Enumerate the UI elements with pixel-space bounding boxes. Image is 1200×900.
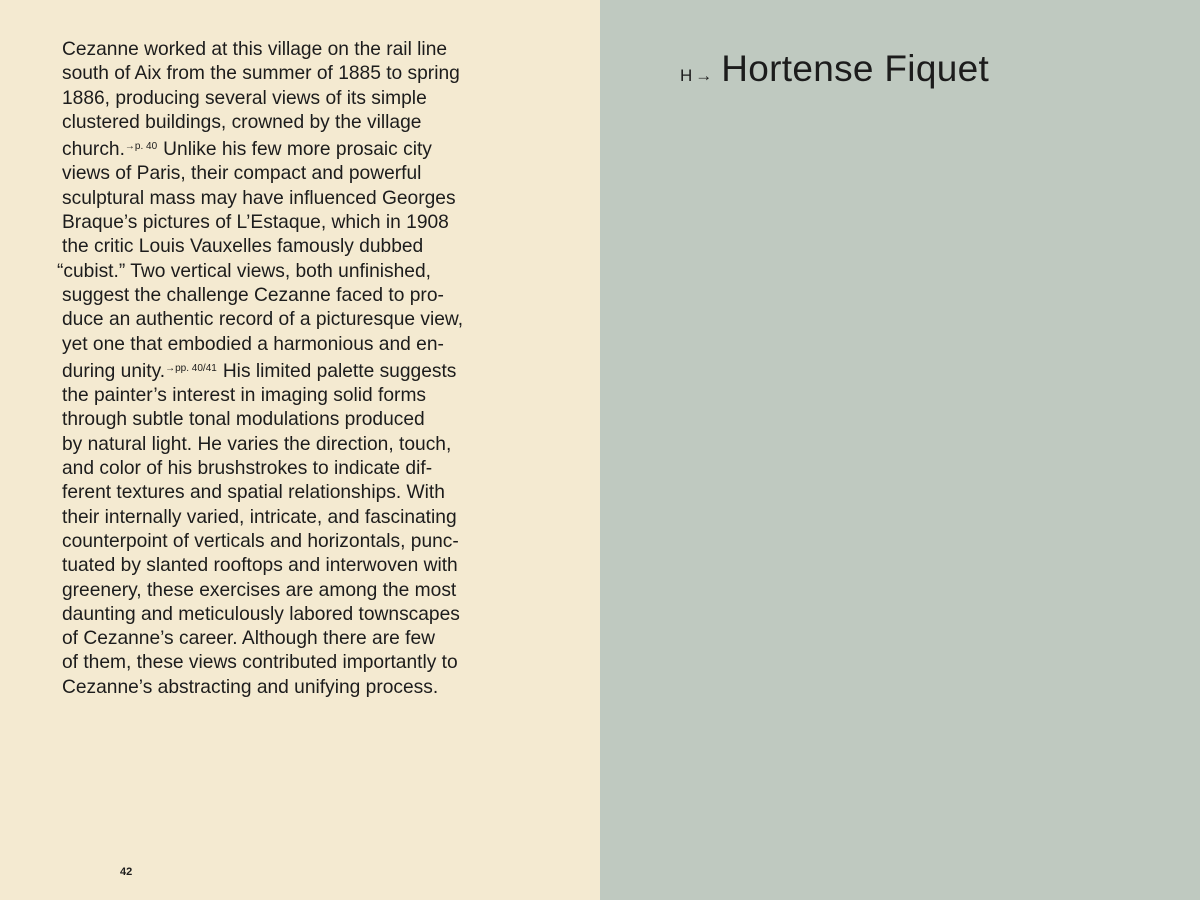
- body-line: [62, 284, 542, 308]
- body-line-text: duce an authentic record of a picturesque view,: [62, 309, 464, 331]
- body-line: [57, 260, 542, 284]
- body-line-text: Unlike his few more prosaic city: [163, 139, 432, 161]
- body-line: [62, 333, 542, 357]
- body-line: [62, 603, 542, 627]
- section-letter: H: [680, 66, 693, 85]
- body-line: [62, 111, 542, 135]
- body-line-text: by natural light. He varies the direction, touch,: [62, 433, 452, 455]
- body-line-text: Cezanne worked at this village on the rail line: [62, 39, 448, 60]
- body-line: [62, 62, 542, 86]
- body-line: [62, 481, 542, 505]
- body-line: [62, 579, 542, 603]
- body-line-text: views of Paris, their compact and powerful: [62, 163, 422, 185]
- body-line: [62, 506, 542, 530]
- body-line-text: and color of his brushstrokes to indicate dif-: [62, 458, 433, 480]
- body-line-text: Cezanne’s abstracting and unifying process.: [62, 676, 439, 698]
- body-line: [62, 211, 542, 235]
- section-heading: [680, 48, 989, 90]
- body-line: [62, 457, 542, 481]
- body-line-text: the painter’s interest in imaging solid forms: [62, 385, 427, 407]
- section-title: Hortense Fiquet: [721, 48, 990, 89]
- body-paragraph: [57, 38, 542, 700]
- body-line-text: ferent textures and spatial relationships. With: [62, 482, 445, 504]
- right-page: [600, 0, 1200, 900]
- body-line-text: their internally varied, intricate, and fascinating: [62, 506, 457, 528]
- body-line-text: church.: [62, 139, 125, 161]
- body-line-text: the critic Louis Vauxelles famously dubbed: [62, 236, 424, 258]
- body-line: [62, 135, 542, 162]
- body-line: [62, 38, 542, 62]
- page-number: 42: [120, 866, 133, 878]
- body-line: [62, 676, 542, 700]
- body-line: [62, 627, 542, 651]
- body-line: [62, 357, 542, 384]
- body-line-text: Braque’s pictures of L’Estaque, which in 1908: [62, 212, 449, 234]
- body-line-text: yet one that embodied a harmonious and en-: [62, 333, 444, 355]
- body-line-text: clustered buildings, crowned by the village: [62, 111, 422, 133]
- body-line: [62, 162, 542, 186]
- body-line-text: daunting and meticulously labored townscapes: [62, 603, 460, 625]
- body-line-text: His limited palette suggests: [222, 360, 457, 382]
- body-line-text: suggest the challenge Cezanne faced to pro-: [62, 284, 444, 306]
- body-line: [62, 651, 542, 675]
- body-line-text: 1886, producing several views of its simple: [62, 87, 427, 109]
- body-line: [62, 433, 542, 457]
- body-line-text: of them, these views contributed importantly to: [62, 652, 458, 674]
- body-line-text: during unity.: [62, 360, 166, 382]
- body-line-text: greenery, these exercises are among the most: [62, 579, 457, 601]
- body-line-text: sculptural mass may have influenced Georges: [62, 187, 456, 209]
- body-line: [62, 554, 542, 578]
- body-line: [62, 187, 542, 211]
- body-line: [62, 408, 542, 432]
- body-line-text: tuated by slanted rooftops and interwoven with: [62, 555, 458, 577]
- body-line-text: of Cezanne’s career. Although there are few: [62, 628, 435, 650]
- body-line: [62, 87, 542, 111]
- page-reference: →p. 40: [124, 141, 158, 153]
- body-line: [62, 235, 542, 259]
- body-line-text: “cubist.” Two vertical views, both unfinished,: [57, 260, 431, 282]
- body-line-text: counterpoint of verticals and horizontals, punc-: [62, 530, 459, 552]
- body-line: [62, 384, 542, 408]
- body-line: [62, 308, 542, 332]
- body-line-text: south of Aix from the summer of 1885 to spring: [62, 63, 460, 85]
- page-reference: →pp. 40/41: [165, 362, 217, 374]
- arrow-right-icon: →: [695, 66, 713, 85]
- body-line-text: through subtle tonal modulations produced: [62, 409, 425, 431]
- body-line: [62, 530, 542, 554]
